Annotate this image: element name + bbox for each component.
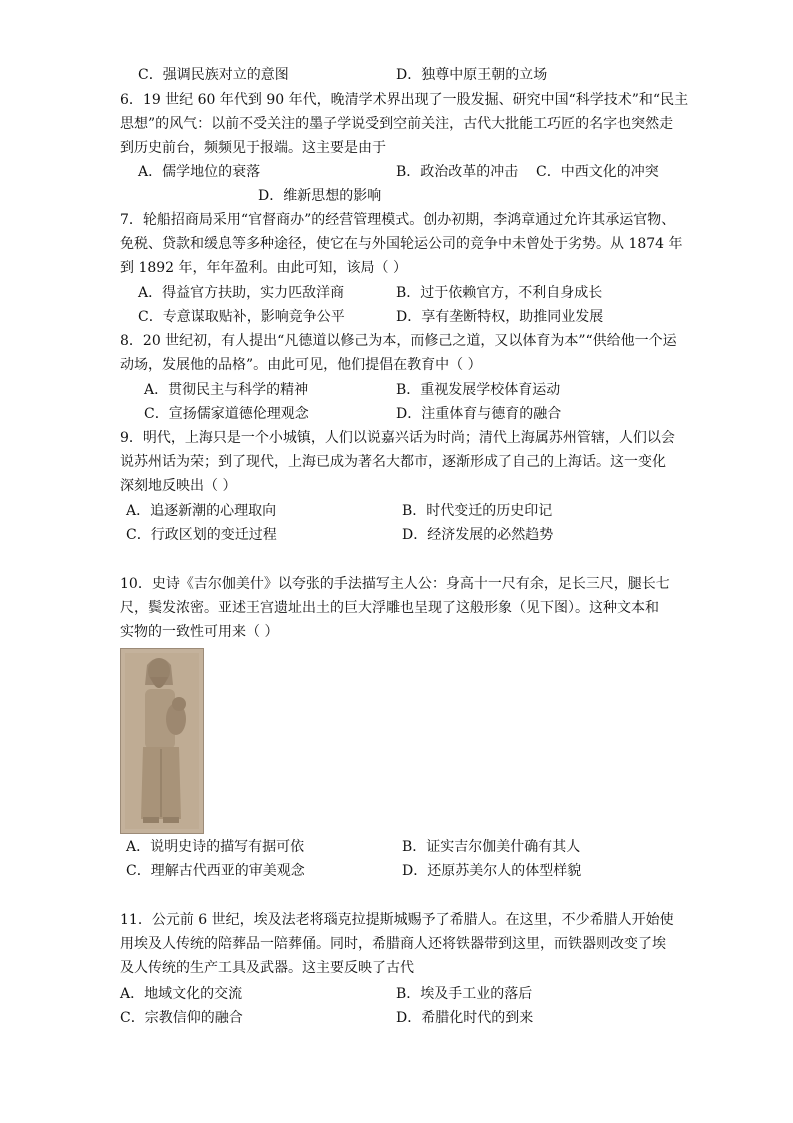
q7-stem-line3: 到 1892 年，年年盈利。由此可知，该局（ ） xyxy=(120,260,407,276)
q9-option-b: B．时代变迁的历史印记 xyxy=(402,503,553,519)
q11-option-a: A．地域文化的交流 xyxy=(120,986,243,1002)
q7-stem-line1: 7．轮船招商局采用“官督商办”的经营管理模式。创办初期，李鸿章通过允许其承运官物、 xyxy=(120,212,676,228)
q10-stem-line2: 尺，鬓发浓密。亚述王宫遗址出土的巨大浮雕也呈现了这般形象（见下图）。这种文本和 xyxy=(120,600,659,616)
q8-option-b: B．重视发展学校体育运动 xyxy=(396,382,561,398)
q10-option-b: B．证实吉尔伽美什确有其人 xyxy=(402,839,581,855)
q7-option-b: B．过于依赖官方，不利自身成长 xyxy=(396,285,603,301)
q10-option-c: C．理解古代西亚的审美观念 xyxy=(126,863,305,879)
q11-stem-line3: 及人传统的生产工具及武器。这主要反映了古代 xyxy=(120,960,414,976)
q9-stem-line1: 9．明代，上海只是一个小城镇，人们以说嘉兴话为时尚；清代上海属苏州管辖，人们以会 xyxy=(120,430,675,446)
q7-stem-line2: 免税、贷款和缓息等多种途径，使它在与外国轮运公司的竞争中未曾处于劣势。从 1874 年 xyxy=(120,236,683,252)
q7-option-c: C．专意谋取贴补，影响竞争公平 xyxy=(138,309,345,325)
q9-option-a: A．追逐新潮的心理取向 xyxy=(126,503,277,519)
q7-option-a: A．得益官方扶助，实力匹敌洋商 xyxy=(138,285,345,301)
q6-option-b: B．政治改革的冲击 xyxy=(396,164,519,180)
q10-stem-line1: 10．史诗《吉尔伽美什》以夸张的手法描写主人公：身高十一尺有余，足长三尺，腿长七 xyxy=(120,576,670,592)
q5-option-d: D．独尊中原王朝的立场 xyxy=(396,67,548,83)
q6-stem-line2: 思想”的风气：以前不受关注的墨子学说受到空前关注，古代大批能工巧匠的名字也突然走 xyxy=(120,116,674,132)
q11-stem-line2: 用埃及人传统的陪葬品一陪葬俑。同时，希腊商人还将铁器带到这里，而铁器则改变了埃 xyxy=(120,936,666,952)
q6-stem-line3: 到历史前台，频频见于报端。这主要是由于 xyxy=(120,140,386,156)
q11-option-c: C．宗教信仰的融合 xyxy=(120,1010,243,1026)
q8-option-d: D．注重体育与德育的融合 xyxy=(396,406,562,422)
q5-option-c: C．强调民族对立的意图 xyxy=(138,67,289,83)
q11-option-d: D．希腊化时代的到来 xyxy=(396,1010,534,1026)
q6-option-a: A．儒学地位的衰落 xyxy=(138,164,261,180)
q8-option-c: C．宣扬儒家道德伦理观念 xyxy=(144,406,309,422)
q9-option-c: C．行政区划的变迁过程 xyxy=(126,527,277,543)
q6-option-c: C．中西文化的冲突 xyxy=(536,164,659,180)
q10-stem-line3: 实物的一致性可用来（ ） xyxy=(120,624,279,640)
q10-option-a: A．说明史诗的描写有据可依 xyxy=(126,839,305,855)
q11-option-b: B．埃及手工业的落后 xyxy=(396,986,533,1002)
q7-option-d: D．享有垄断特权，助推同业发展 xyxy=(396,309,604,325)
q8-stem-line1: 8．20 世纪初，有人提出“凡德道以修己为本，而修己之道，又以体育为本”“供给他一个运 xyxy=(120,333,677,349)
q8-stem-line2: 动场，发展他的品格”。由此可见，他们提倡在教育中（ ） xyxy=(120,357,482,373)
q10-option-d: D．还原苏美尔人的体型样貌 xyxy=(402,863,582,879)
q6-option-d: D．维新思想的影响 xyxy=(258,188,382,204)
q9-option-d: D．经济发展的必然趋势 xyxy=(402,527,554,543)
q9-stem-line3: 深刻地反映出（ ） xyxy=(120,478,237,494)
q9-stem-line2: 说苏州话为荣；到了现代，上海已成为著名大都市，逐渐形成了自己的上海话。这一变化 xyxy=(120,454,666,470)
q8-option-a: A．贯彻民主与科学的精神 xyxy=(144,382,309,398)
q11-stem-line1: 11．公元前 6 世纪，埃及法老将瑙克拉提斯城赐予了希腊人。在这里，不少希腊人开始使 xyxy=(120,912,674,928)
gilgamesh-relief-photo xyxy=(120,648,204,834)
q6-stem-line1: 6．19 世纪 60 年代到 90 年代，晚清学术界出现了一股发掘、研究中国“科学技术”和“民主 xyxy=(120,92,689,108)
